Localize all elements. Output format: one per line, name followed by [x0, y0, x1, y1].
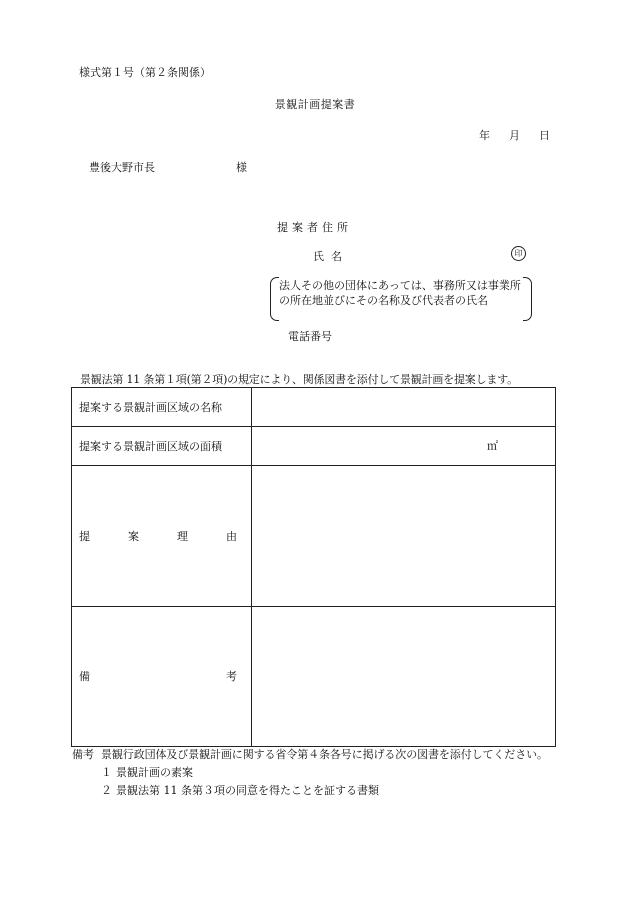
area-name-field[interactable] — [252, 388, 556, 427]
footnote-heading: 備考 — [72, 748, 94, 761]
proposal-reason-label — [72, 466, 252, 607]
proposal-reason-char: 提 — [79, 529, 90, 543]
organization-note — [270, 277, 532, 321]
remarks-label-char: 備 — [79, 670, 90, 683]
footnote-item-text: 景観計画の素案 — [116, 766, 193, 779]
remarks-field[interactable] — [252, 607, 556, 747]
date-day-label: 日 — [539, 129, 550, 142]
table-row-area-size — [72, 427, 556, 466]
phone-number-label: 電話番号 — [288, 330, 332, 343]
remarks-label — [72, 607, 252, 747]
addressee-suffix: 様 — [236, 161, 247, 174]
area-name-label: 提案する景観計画区域の名称 — [72, 388, 252, 427]
left-bracket — [270, 277, 279, 321]
remarks-label-char: 考 — [226, 670, 237, 683]
footnote-item-number: １ — [101, 766, 112, 779]
footnote-item — [101, 767, 193, 778]
date-year-label: 年 — [479, 129, 490, 142]
footnote-item-text: 景観法第 11 条第３項の同意を得たことを証する書類 — [116, 784, 379, 797]
addressee-name: 豊後大野市長 — [89, 161, 155, 174]
proposal-reason-field[interactable] — [252, 466, 556, 607]
square-meter-unit: ㎡ — [487, 439, 498, 453]
proposal-reason-char: 案 — [128, 529, 139, 543]
proposal-reason-char: 理 — [177, 529, 188, 543]
seal-icon: 印 — [511, 246, 526, 261]
organization-note-text: 法人その他の団体にあっては、事務所又は事業所の所在地並びにその名称及び代表者の氏名 — [279, 279, 521, 307]
proposal-reason-char: 由 — [226, 529, 237, 543]
table-row-proposal-reason — [72, 466, 556, 607]
preamble-text: 景観法第 11 条第１項(第２項)の規定により、関係図書を添付して景観計画を提案します。 — [80, 373, 518, 386]
footnote-item-number: ２ — [101, 784, 112, 797]
form-number: 様式第１号（第２条関係） — [79, 66, 211, 79]
area-size-label: 提案する景観計画区域の面積 — [72, 427, 252, 466]
footnote-intro: 景観行政団体及び景観計画に関する省令第４条各号に掲げる次の図書を添付してください。 — [101, 748, 548, 761]
right-bracket — [523, 277, 532, 321]
proposer-address-label: 提案者住所 — [277, 221, 352, 234]
proposer-name-label: 氏名 — [313, 250, 349, 263]
footnote-item — [101, 785, 379, 796]
proposal-table — [71, 387, 556, 747]
date-month-label: 月 — [509, 129, 520, 142]
document-title: 景観計画提案書 — [274, 98, 356, 111]
area-size-field[interactable] — [252, 427, 556, 466]
table-row-remarks — [72, 607, 556, 747]
table-row-area-name — [72, 388, 556, 427]
date-line — [479, 130, 550, 141]
